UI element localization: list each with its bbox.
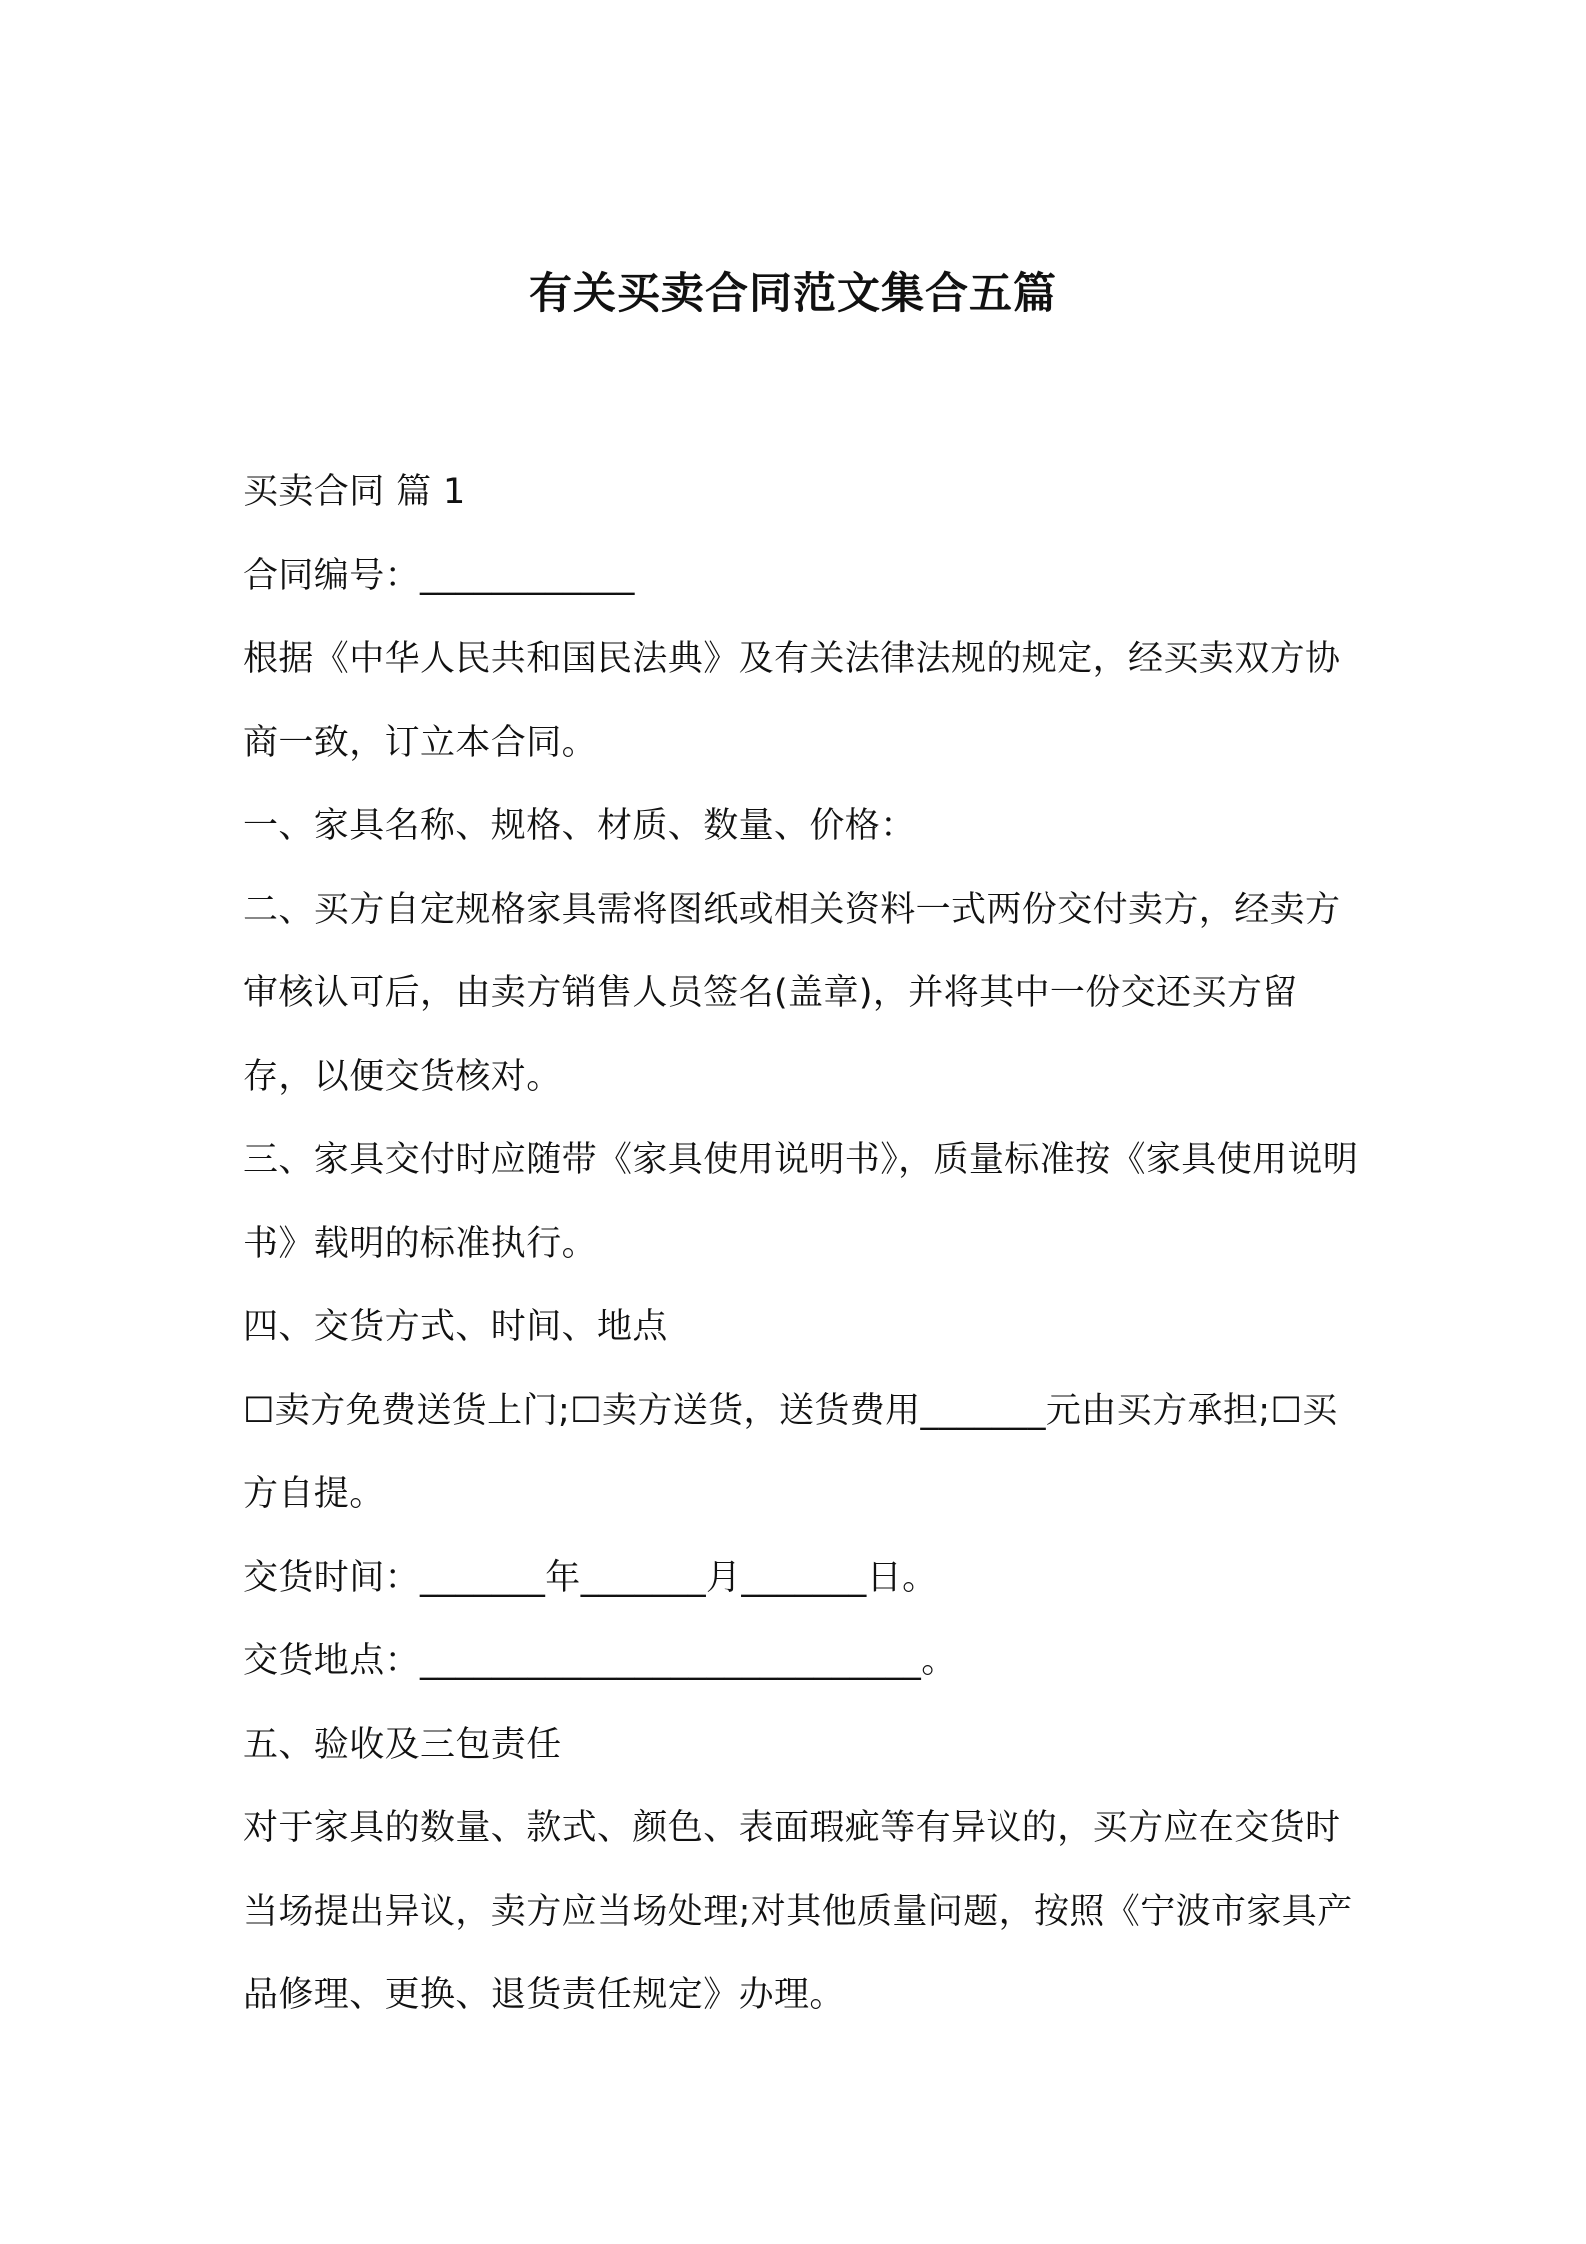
clause-3: 三、家具交付时应随带《家具使用说明书》，质量标准按《家具使用说明书》载明的标准执行。 [243,1140,1359,1264]
delivery-time: 交货时间：_______年_______月_______日。 [243,1557,938,1598]
section-heading: 买卖合同 篇 1 [243,472,466,512]
intro-paragraph: 根据《中华人民共和国民法典》及有关法律法规的规定，经买卖双方协商一致，订立本合同。 [243,639,1341,763]
clause-5-body: 对于家具的数量、款式、颜色、表面瑕疵等有异议的，买方应在交货时当场提出异议，卖方应当场处理;对其他质量问题，按照《宁波市家具产品修理、更换、退货责任规定》办理。 [243,1808,1353,2015]
clause-1: 一、家具名称、规格、材质、数量、价格： [243,806,916,846]
delivery-options: ☐卖方免费送货上门;☐卖方送货，送货费用_______元由买方承担;☐买方自提。 [243,1390,1338,1514]
clause-2: 二、买方自定规格家具需将图纸或相关资料一式两份交付卖方，经卖方审核认可后，由卖方销售人员签名(盖章)，并将其中一份交还买方留存，以便交货核对。 [243,889,1341,1097]
delivery-location: 交货地点：____________________________。 [243,1641,957,1681]
document-body [243,451,1363,2038]
document-title: 有关买卖合同范文集合五篇 [529,269,1057,319]
clause-4-heading: 四、交货方式、时间、地点 [243,1307,668,1347]
contract-number-line: 合同编号：____________ [243,555,635,596]
clause-5-heading: 五、验收及三包责任 [243,1724,562,1765]
